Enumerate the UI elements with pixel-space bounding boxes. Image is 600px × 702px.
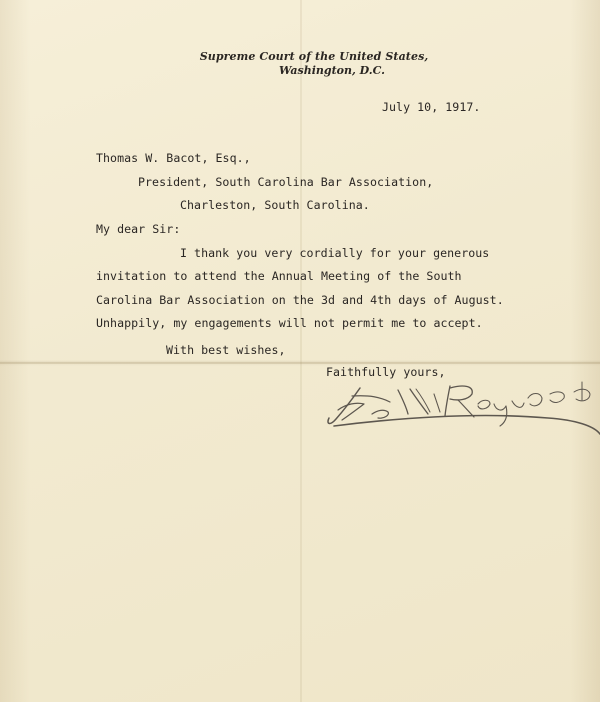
letter-date: July 10, 1917. bbox=[382, 100, 481, 114]
body-line-3: Carolina Bar Association on the 3d and 4th days of August. bbox=[96, 293, 504, 307]
closing: Faithfully yours, bbox=[326, 365, 446, 379]
fold-crease-vertical bbox=[300, 0, 302, 702]
recipient-name: Thomas W. Bacot, Esq., bbox=[96, 151, 251, 165]
handwritten-signature bbox=[318, 370, 600, 460]
recipient-location: Charleston, South Carolina. bbox=[180, 198, 370, 212]
salutation: My dear Sir: bbox=[96, 222, 181, 236]
recipient-title: President, South Carolina Bar Association, bbox=[138, 175, 434, 189]
best-wishes: With best wishes, bbox=[166, 343, 286, 357]
letterhead-city: Washington, D.C. bbox=[278, 64, 386, 77]
body-line-4: Unhappily, my engagements will not permit me to accept. bbox=[96, 316, 483, 330]
body-line-1: I thank you very cordially for your generous bbox=[180, 246, 490, 260]
body-line-2: invitation to attend the Annual Meeting of the South bbox=[96, 269, 462, 283]
letterhead-court-name: Supreme Court of the United States, bbox=[199, 50, 429, 63]
